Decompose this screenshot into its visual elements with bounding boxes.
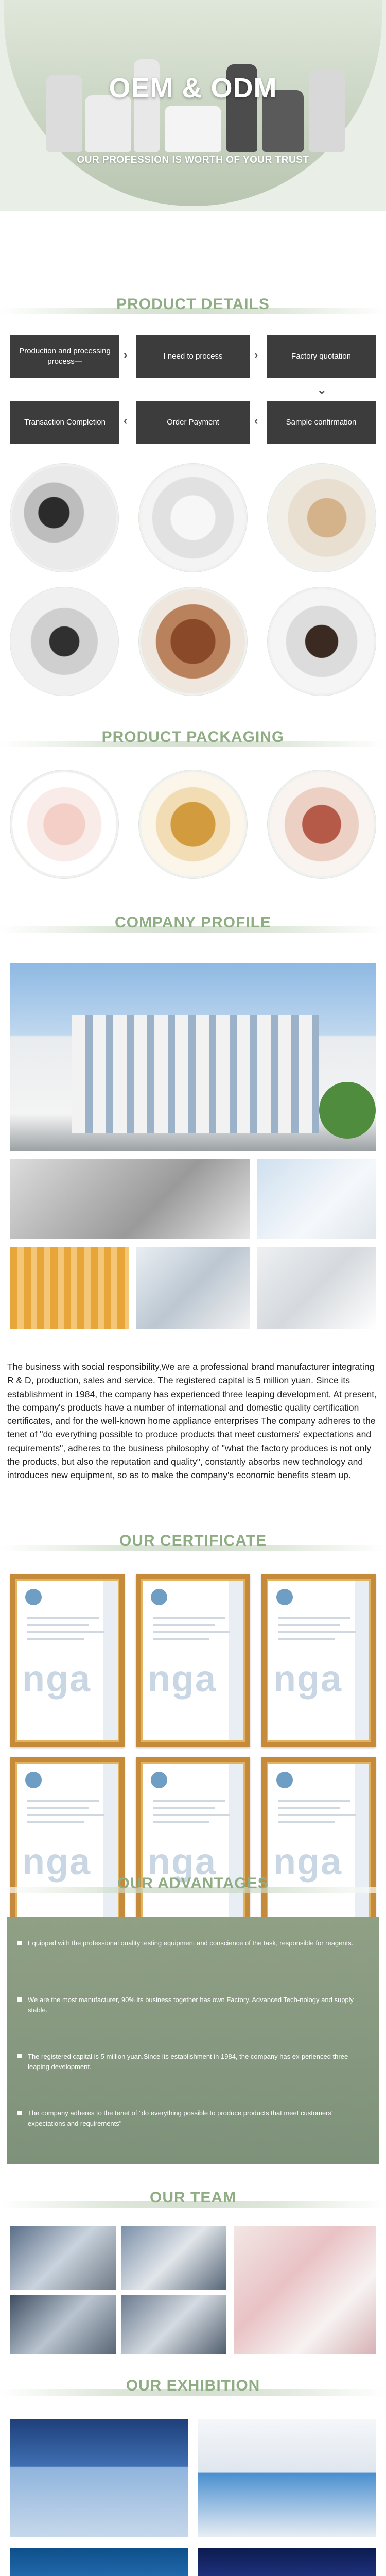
product-photo-circle <box>139 587 247 696</box>
section-title: PRODUCT PACKAGING <box>101 728 285 745</box>
factory-bottles-photo <box>257 1159 376 1239</box>
certificate-watermark: nga <box>22 1658 92 1700</box>
bullet-icon <box>17 1941 22 1945</box>
certificate-image <box>136 1757 250 1930</box>
process-step-5-payment: Order Payment <box>136 401 250 444</box>
hero-subtitle: OUR PROFESSION IS WORTH OF YOUR TRUST <box>77 155 309 165</box>
team-photo <box>121 2295 226 2354</box>
advantage-text: The company adheres to the tenet of "do everything possible to produce products that meet customers' expectations and requirements" <box>28 2109 333 2128</box>
team-photo <box>121 2226 226 2290</box>
certificate-image <box>10 1574 125 1747</box>
advantage-item <box>28 2108 357 2129</box>
bullet-icon <box>17 1997 22 2002</box>
exhibition-photo <box>198 2419 376 2537</box>
factory-workshop-photo <box>257 1247 376 1329</box>
process-step-3: Factory quotation <box>267 335 376 378</box>
advantage-text: We are the most manufacturer, 90% its business together has own Factory. Advanced Tech-nology and supply stable. <box>28 1996 354 2014</box>
company-profile-text: The business with social responsibility,We are a professional brand manufacturer integrating R & D, production, sales and service. The registered capital is 5 million yuan. Since its establishment in 1984, the company has experienced three leaping development. At present, the company's products have a number of international and domestic quality certification certificates, and for the well-known home appliance enterprises The company adheres to the tenet of "do everything possible to produce products that meet customers' expectations and requirements", adheres to the business philosophy of "what the factory produces is not only the products, but also the reputation and quality", constantly absorbs new technology and introduces new equipment, so as to make the company's economic benefits steam up. <box>7 1362 377 1480</box>
certificate-watermark: nga <box>22 1841 92 1883</box>
section-title: OUR ADVANTAGES <box>117 1875 269 1892</box>
arrow-right-icon: › <box>254 348 258 361</box>
factory-filling-photo <box>10 1247 129 1329</box>
certificate-watermark: nga <box>273 1841 343 1883</box>
advantage-item <box>28 1995 357 2015</box>
section-header-company-profile <box>0 907 386 938</box>
section-header-product-packaging <box>0 721 386 752</box>
section-header-product-details <box>0 289 386 319</box>
arrow-left-icon: ‹ <box>124 414 128 427</box>
product-photo-circle <box>139 464 247 572</box>
certificate-watermark: nga <box>148 1841 217 1883</box>
factory-building-photo <box>10 963 376 1151</box>
section-header-team <box>0 2182 386 2213</box>
section-header-certificate <box>0 1525 386 1556</box>
arrow-right-icon: › <box>124 348 128 361</box>
certificate-watermark: nga <box>148 1658 217 1700</box>
product-photo-circle <box>10 464 118 572</box>
factory-line-photo <box>10 1159 250 1239</box>
advantage-text: The registered capital is 5 million yuan.Since its establishment in 1984, the company has ex-perienced three leaping development. <box>28 2053 348 2071</box>
advantages-panel <box>7 1917 379 2164</box>
team-photo-large <box>234 2226 376 2354</box>
product-photo-circle <box>268 464 376 572</box>
hero-banner <box>0 0 386 211</box>
advantage-item <box>28 1938 357 1948</box>
section-title: OUR TEAM <box>150 2189 236 2206</box>
section-title: OUR CERTIFICATE <box>119 1532 267 1549</box>
advantage-text: Equipped with the professional quality testing equipment and conscience of the task, responsible for reagents. <box>28 1939 354 1947</box>
section-title: OUR EXHIBITION <box>126 2377 260 2394</box>
hero-title: OEM & ODM <box>109 73 277 104</box>
section-header-exhibition <box>0 2370 386 2401</box>
section-header-advantages <box>0 1868 386 1899</box>
arrow-down-icon: ⌄ <box>317 383 327 396</box>
process-step-6-completion: Transaction Completion <box>10 401 119 444</box>
advantage-item <box>28 2052 357 2072</box>
certificate-image <box>10 1757 125 1930</box>
factory-lab-photo <box>136 1247 250 1329</box>
exhibition-photo <box>198 2548 376 2576</box>
exhibition-photo <box>10 2419 188 2537</box>
certificate-image <box>261 1757 376 1930</box>
process-step-4-sample: Sample confirmation <box>267 401 376 444</box>
packaging-photo-circle <box>139 770 247 878</box>
certificate-watermark: nga <box>273 1658 343 1700</box>
certificate-image <box>261 1574 376 1747</box>
section-title: COMPANY PROFILE <box>115 914 271 931</box>
packaging-photo-circle <box>268 770 376 878</box>
team-photo <box>10 2226 116 2290</box>
process-step-1: Production and processing process— <box>10 335 119 378</box>
bullet-icon <box>17 2111 22 2115</box>
section-title: PRODUCT DETAILS <box>116 296 270 313</box>
packaging-photo-circle <box>10 770 118 878</box>
process-step-2: I need to process <box>136 335 250 378</box>
product-photo-circle <box>268 587 376 696</box>
certificate-image <box>136 1574 250 1747</box>
exhibition-photo <box>10 2548 188 2576</box>
bullet-icon <box>17 2054 22 2058</box>
product-photo-circle <box>10 587 118 696</box>
team-photo <box>10 2295 116 2354</box>
arrow-left-icon: ‹ <box>254 414 258 427</box>
